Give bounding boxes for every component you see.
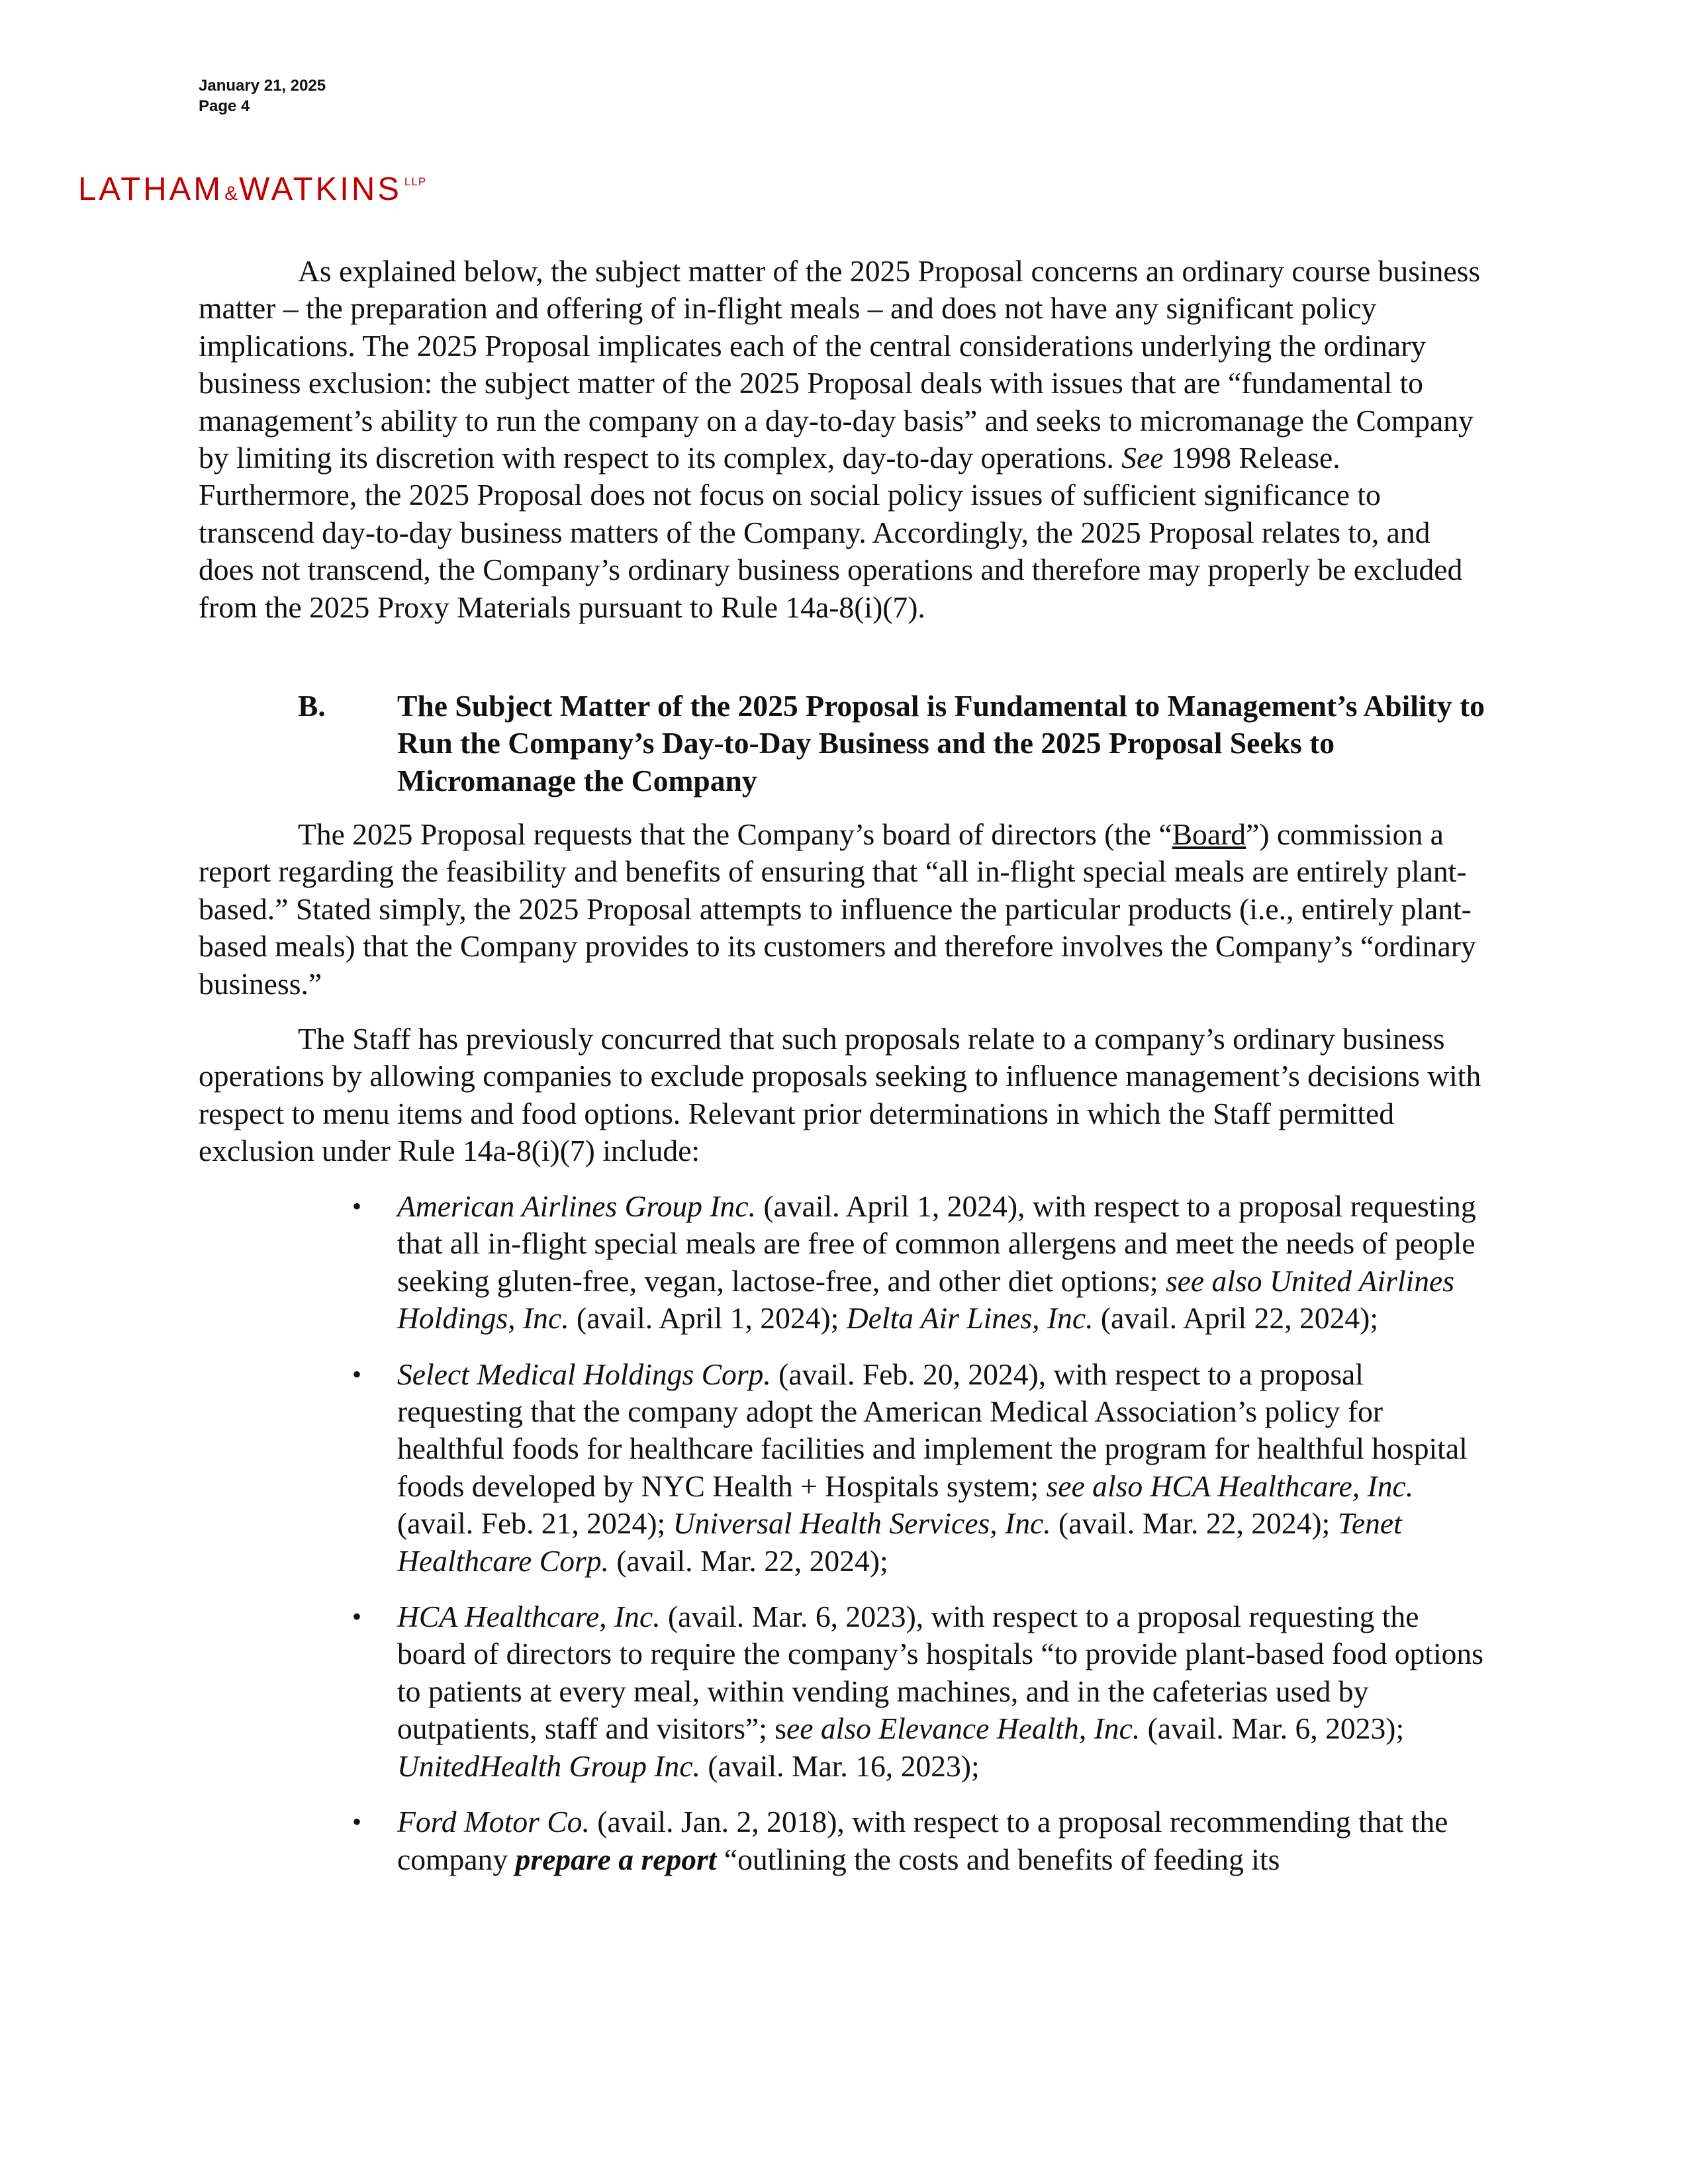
case-text: (avail. Mar. 22, 2024); bbox=[1051, 1506, 1338, 1541]
logo-llp: LLP bbox=[404, 175, 427, 188]
case-name: Delta Air Lines, Inc. bbox=[846, 1301, 1094, 1336]
emphasis-bold-italic: prepare a report bbox=[515, 1842, 717, 1876]
letter-header bbox=[199, 75, 326, 116]
para1-see-italic: See bbox=[1121, 441, 1164, 475]
case-name: see also HCA Healthcare, Inc. bbox=[1046, 1469, 1414, 1503]
case-name: American Airlines Group Inc. bbox=[397, 1189, 756, 1223]
bullet-icon: • bbox=[352, 1602, 362, 1632]
list-item bbox=[352, 1188, 1489, 1338]
section-b-heading bbox=[298, 688, 1489, 799]
latham-watkins-logo bbox=[78, 171, 426, 208]
list-item bbox=[352, 1356, 1489, 1580]
case-name: HCA Healthcare, Inc. bbox=[397, 1600, 661, 1634]
case-name: UnitedHealth Group Inc. bbox=[397, 1749, 700, 1783]
case-name: Universal Health Services, Inc. bbox=[673, 1506, 1051, 1541]
body-paragraph-3 bbox=[199, 1021, 1489, 1170]
section-b-letter: B. bbox=[298, 689, 326, 723]
case-text: (avail. Mar. 16, 2023); bbox=[700, 1749, 980, 1783]
para1-text-a: As explained below, the subject matter of the 2025 Proposal concerns an ordinary course business matter – the preparation and offering of in-flight meals – and does not have any significant policy implications. The 2025 Proposal implicates each of the central considerations underlying the ordinary business exclusion: the subject matter of the 2025 Proposal deals with issues that are “fundamental to management’s ability to run the company on a day-to-day basis” and seeks to micromanage the Company by limiting its discretion with respect to its complex, day-to-day operations. bbox=[199, 254, 1481, 475]
case-text: (avail. April 1, 2024); bbox=[569, 1301, 847, 1336]
precedent-list bbox=[352, 1188, 1489, 1897]
section-b-title: The Subject Matter of the 2025 Proposal is Fundamental to Management’s Ability to Run the Company’s Day-to-Day Business and the 2025 Proposal Seeks to Micromanage the Company bbox=[397, 689, 1485, 797]
list-item bbox=[352, 1803, 1489, 1878]
para1-text-b: 1998 Release. Furthermore, the 2025 Proposal does not focus on social policy issues of sufficient significance to transcend day-to-day business matters of the Company. Accordingly, the 2025 Proposal relates to, and does not transcend, the Company’s ordinary business operations and therefore may properly be excluded from the 2025 Proxy Materials pursuant to Rule 14a-8(i)(7). bbox=[199, 441, 1463, 624]
case-text: (avail. Feb. 21, 2024); bbox=[397, 1506, 673, 1541]
bullet-icon: • bbox=[352, 1359, 362, 1389]
logo-word-watkins: WATKINS bbox=[239, 171, 402, 207]
logo-word-latham: LATHAM bbox=[78, 171, 224, 207]
case-text: (avail. Mar. 6, 2023); bbox=[1140, 1711, 1405, 1746]
case-text: “outlining the costs and benefits of feeding its bbox=[716, 1842, 1280, 1876]
case-text: (avail. Feb. 20, 2024), with respect to a proposal requesting that the company adopt the American Medical Association’s policy for healthful foods for healthcare facilities and implement the program for healthful hospital foods developed by NYC Health + Hospitals system; bbox=[397, 1357, 1468, 1503]
case-text: (avail. April 1, 2024), with respect to a proposal requesting that all in-flight special meals are free of common allergens and meet the needs of people seeking gluten-free, vegan, lactose-free, and other diet options; bbox=[397, 1189, 1476, 1298]
case-text: (avail. April 22, 2024); bbox=[1093, 1301, 1379, 1336]
header-page-number: Page 4 bbox=[199, 97, 250, 115]
para3-text: The Staff has previously concurred that such proposals relate to a company’s ordinary business operations by allowing companies to exclude proposals seeking to influence management’s decisions with respect to menu items and food options. Relevant prior determinations in which the Staff permitted exclusion under Rule 14a-8(i)(7) include: bbox=[199, 1022, 1481, 1168]
para2-text-a: The 2025 Proposal requests that the Company’s board of directors (the “ bbox=[298, 817, 1172, 851]
body-paragraph-1 bbox=[199, 253, 1489, 626]
case-name: Tenet Healthcare Corp. bbox=[397, 1506, 1402, 1578]
bullet-icon: • bbox=[352, 1191, 362, 1221]
case-text: (avail. Mar. 6, 2023), with respect to a proposal requesting the board of directors to require the company’s hospitals “to provide plant-based food options to patients at every meal, within vending machines, and in the cafeterias used by outpatients, staff and visitors”; s bbox=[397, 1600, 1483, 1746]
case-name: see also United Airlines Holdings, Inc. bbox=[397, 1263, 1454, 1336]
bullet-icon: • bbox=[352, 1807, 362, 1837]
header-date: January 21, 2025 bbox=[199, 77, 326, 95]
case-text: (avail. Mar. 22, 2024); bbox=[608, 1543, 888, 1578]
case-text: (avail. Jan. 2, 2018), with respect to a proposal recommending that the company bbox=[397, 1805, 1448, 1876]
logo-ampersand: & bbox=[224, 183, 238, 205]
defined-term-board: Board bbox=[1172, 817, 1246, 851]
body-paragraph-2 bbox=[199, 816, 1489, 1003]
list-item bbox=[352, 1598, 1489, 1785]
case-name: Ford Motor Co. bbox=[397, 1805, 590, 1839]
case-name: ee also Elevance Health, Inc. bbox=[786, 1711, 1141, 1746]
case-name: Select Medical Holdings Corp. bbox=[397, 1357, 771, 1391]
para2-text-b: ”) commission a report regarding the feasibility and benefits of ensuring that “all in-flight special meals are entirely plant-based.” Stated simply, the 2025 Proposal attempts to influence the particular products (i.e., entirely plant-based meals) that the Company provides to its customers and therefore involves the Company’s “ordinary business.” bbox=[199, 817, 1476, 1001]
